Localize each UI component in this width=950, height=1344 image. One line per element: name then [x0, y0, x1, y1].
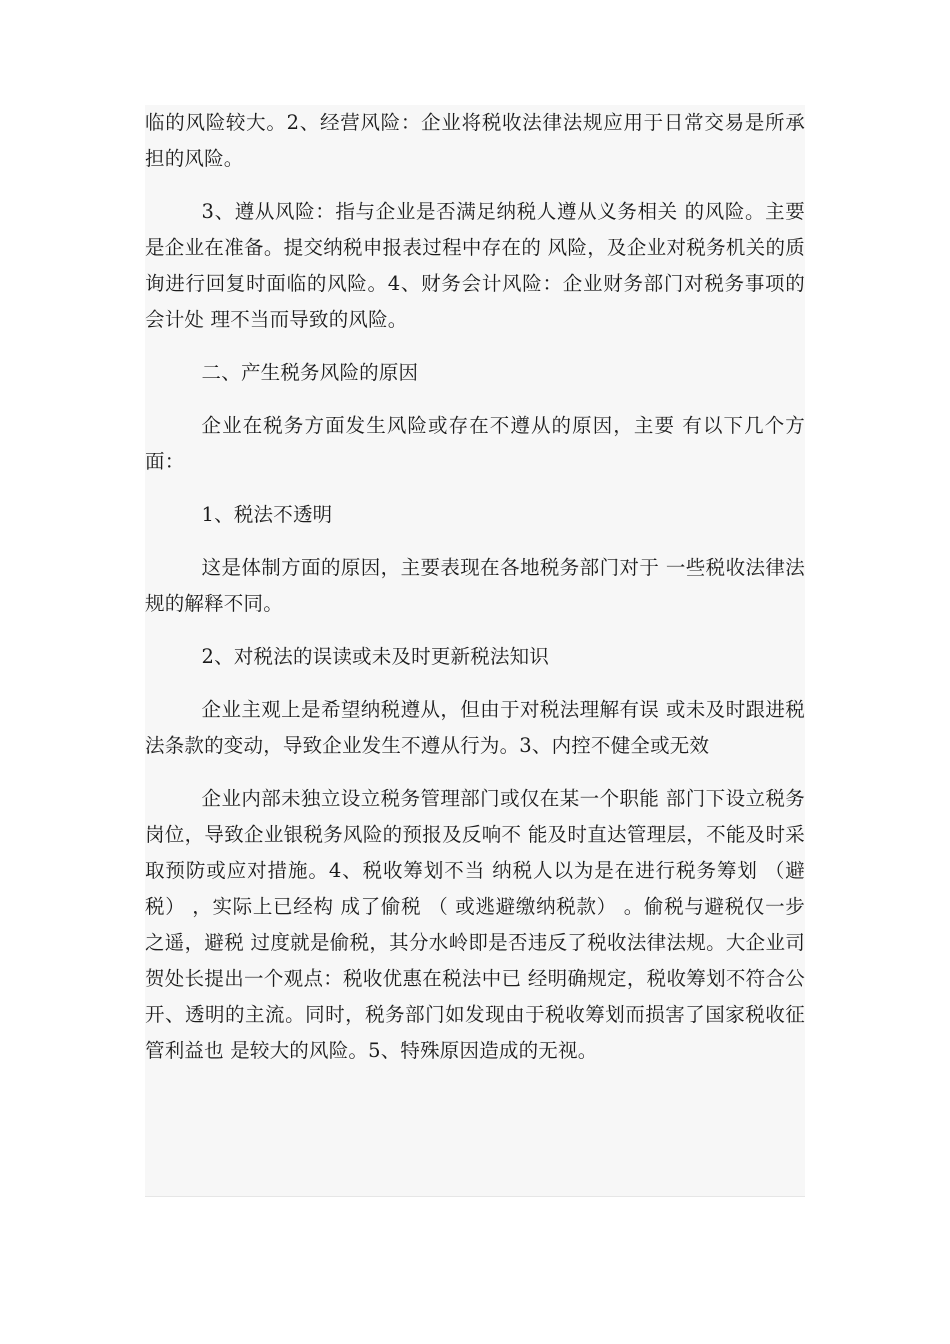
paragraph-1: 临的风险较大。2、经营风险：企业将税收法律法规应用于日常交易是所承担的风险。: [145, 111, 805, 170]
paragraph-6: 企业内部未独立设立税务管理部门或仅在某一个职能 部门下设立税务岗位，导致企业银税务风险的预报及反响不 能及时直达管理层，不能及时采取预防或应对措施。4、税收筹划不当 纳税人以为是在进行税务筹划 （避税） ，实际上已经构 成了偷税 （ 或逃避缴纳税款） 。偷税与避税仅一步之遥，避税 过度就是偷税，其分水岭即是否违反了税收法律法规。大企业司贺处长提出一个观点：税收优惠在税法中已 经明确规定，税收筹划不符合公开、透明的主流。同时，税务部门如发现由于税收筹划而损害了国家税收征管利益也 是较大的风险。5、特殊原因造成的无视。: [145, 787, 805, 1062]
subheading-1: 1、税法不透明: [201, 503, 333, 526]
paragraph-gap: [145, 338, 805, 355]
subheading-2: 2、对税法的误读或未及时更新税法知识: [201, 645, 550, 668]
paragraph-gap: [145, 480, 805, 497]
paragraph-4: 这是体制方面的原因，主要表现在各地税务部门对于 一些税收法律法规的解释不同。: [145, 556, 805, 615]
paragraph-gap: [145, 177, 805, 194]
paragraph-5: 企业主观上是希望纳税遵从，但由于对税法理解有误 或未及时跟进税法条款的变动，导致企业发生不遵从行为。3、内控不健全或无效: [145, 698, 805, 757]
paragraph-2: 3、遵从风险：指与企业是否满足纳税人遵从义务相关 的风险。主要是企业在准备。提交纳税申报表过程中存在的 风险，及企业对税务机关的质询进行回复时面临的风险。4、财务会计风险：企业财务部门对税务事项的会计处 理不当而导致的风险。: [145, 200, 805, 331]
paragraph-gap: [145, 391, 805, 408]
paragraph-gap: [145, 622, 805, 639]
paragraph-gap: [145, 675, 805, 692]
document-body: [145, 105, 805, 1197]
paragraph-3: 企业在税务方面发生风险或存在不遵从的原因，主要 有以下几个方面：: [145, 414, 805, 473]
paragraph-gap: [145, 533, 805, 550]
section-heading: 二、产生税务风险的原因: [201, 361, 419, 384]
paragraph-gap: [145, 764, 805, 781]
